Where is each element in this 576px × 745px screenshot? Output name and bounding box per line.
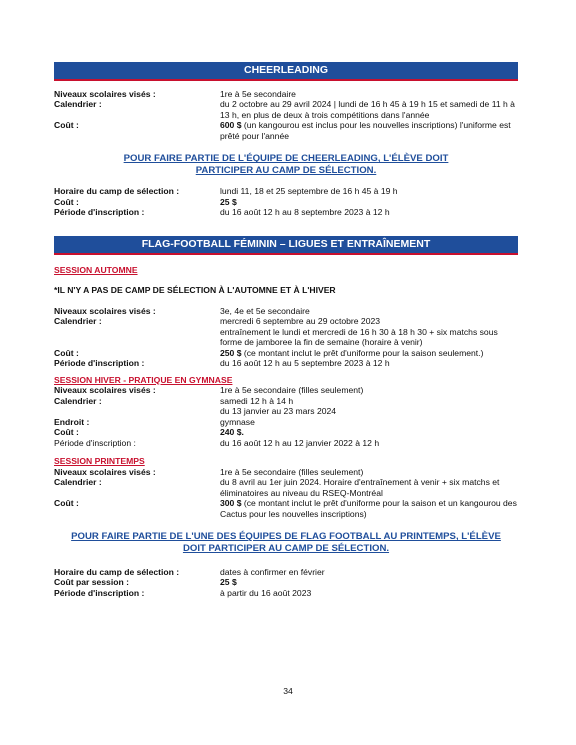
spring-cost-row bbox=[54, 498, 518, 519]
autumn-period-label: Période d'inscription : bbox=[54, 358, 145, 369]
spring-levels-row bbox=[54, 467, 518, 477]
session-winter-heading: SESSION HIVER - PRATIQUE EN GYMNASE bbox=[54, 374, 233, 385]
cheer-calendar-value: du 2 octobre au 29 avril 2024 | lundi de 16 h 45 à 19 h 15 et samedi de 11 h à 13 h, en plus de deux à trois compétitions dans l'année bbox=[220, 99, 515, 120]
winter-place-value: gymnase bbox=[220, 416, 255, 427]
spring-levels-label: Niveaux scolaires visés : bbox=[54, 466, 156, 477]
cheer-camp-cost-row bbox=[54, 197, 518, 207]
spring-cost-label: Coût : bbox=[54, 498, 79, 509]
winter-period-value: du 16 août 12 h au 12 janvier 2022 à 12 h bbox=[220, 437, 380, 448]
cheer-cost-detail: (un kangourou est inclus pour les nouvelles inscriptions) l'uniforme est prêté pour l'année bbox=[220, 120, 511, 141]
winter-cost-row bbox=[54, 427, 518, 437]
flag-period-row bbox=[54, 588, 518, 598]
cheer-period-row bbox=[54, 207, 518, 217]
cheer-camp-value: lundi 11, 18 et 25 septembre de 16 h 45 à 19 h bbox=[220, 186, 398, 197]
autumn-levels-value: 3e, 4e et 5e secondaire bbox=[220, 305, 310, 316]
spring-cost-detail: (ce montant inclut le prêt d'uniforme pour la saison et un kangourou des Cactus pour les nouvelles inscriptions) bbox=[220, 498, 517, 519]
autumn-levels-row bbox=[54, 306, 518, 316]
flag-camp-label: Horaire du camp de sélection : bbox=[54, 566, 180, 577]
cheer-period-label: Période d'inscription : bbox=[54, 207, 145, 218]
spring-calendar-label: Calendrier : bbox=[54, 477, 102, 488]
cheer-calendar-label: Calendrier : bbox=[54, 99, 102, 110]
page-number: 34 bbox=[283, 686, 293, 696]
autumn-cost-label: Coût : bbox=[54, 347, 79, 358]
winter-levels-label: Niveaux scolaires visés : bbox=[54, 385, 156, 396]
flag-period-label: Période d'inscription : bbox=[54, 587, 145, 598]
session-autumn-heading: SESSION AUTOMNE bbox=[54, 264, 138, 275]
spring-details bbox=[54, 467, 518, 519]
page-content bbox=[54, 62, 518, 598]
winter-cost-label: Coût : bbox=[54, 427, 79, 438]
flag-football-callout: POUR FAIRE PARTIE DE L'UNE DES ÉQUIPES DE FLAG FOOTBALL AU PRINTEMPS, L'ÉLÈVE DOIT PARTICIPER AU CAMP DE SÉLECTION. bbox=[71, 531, 501, 554]
winter-details bbox=[54, 385, 518, 448]
autumn-calendar-schedule: entraînement le lundi et mercredi de 16 h 30 à 18 h 30 + six matchs sous forme de jamboree la fin de semaine (horaire à venir) bbox=[220, 326, 498, 348]
cheer-cost-amount: 600 $ bbox=[220, 120, 242, 131]
spring-levels-value: 1re à 5e secondaire (filles seulement) bbox=[220, 466, 364, 477]
autumn-cost-row bbox=[54, 348, 518, 358]
cheer-camp-details bbox=[54, 186, 518, 217]
winter-levels-row bbox=[54, 385, 518, 395]
cheerleading-details bbox=[54, 89, 518, 141]
cheer-calendar-row bbox=[54, 99, 518, 120]
session-spring-heading: SESSION PRINTEMPS bbox=[54, 456, 145, 467]
cheer-camp-cost-value: 25 $ bbox=[220, 196, 237, 207]
autumn-calendar-row bbox=[54, 316, 518, 347]
cheerleading-header: CHEERLEADING bbox=[54, 62, 518, 81]
flag-camp-cost-label: Coût par session : bbox=[54, 577, 129, 588]
cheer-cost-row bbox=[54, 120, 518, 141]
autumn-levels-label: Niveaux scolaires visés : bbox=[54, 305, 156, 316]
winter-levels-value: 1re à 5e secondaire (filles seulement) bbox=[220, 385, 364, 396]
autumn-period-row bbox=[54, 358, 518, 368]
spring-cost-amount: 300 $ bbox=[220, 498, 242, 509]
cheer-levels-row bbox=[54, 89, 518, 99]
winter-calendar-row bbox=[54, 396, 518, 417]
autumn-cost-detail: (ce montant inclut le prêt d'uniforme pour la saison seulement.) bbox=[241, 347, 484, 358]
winter-cost-value: 240 $. bbox=[220, 427, 244, 438]
cheer-camp-cost-label: Coût : bbox=[54, 196, 79, 207]
winter-place-label: Endroit : bbox=[54, 416, 90, 427]
flag-camp-cost-row bbox=[54, 577, 518, 587]
flag-period-value: à partir du 16 août 2023 bbox=[220, 587, 312, 598]
flag-camp-value: dates à confirmer en février bbox=[220, 566, 325, 577]
flag-football-header: FLAG-FOOTBALL FÉMININ – LIGUES ET ENTRAÎNEMENT bbox=[54, 236, 518, 255]
cheer-levels-value: 1re à 5e secondaire bbox=[220, 89, 296, 99]
autumn-cost-amount: 250 $ bbox=[220, 347, 242, 358]
cheer-cost-value bbox=[220, 120, 518, 141]
cheer-cost-label: Coût : bbox=[54, 120, 79, 131]
cheerleading-callout: POUR FAIRE PARTIE DE L'ÉQUIPE DE CHEERLEADING, L'ÉLÈVE DOIT PARTICIPER AU CAMP DE SÉLECTION. bbox=[123, 153, 449, 177]
autumn-details bbox=[54, 306, 518, 369]
autumn-period-value: du 16 août 12 h au 5 septembre 2023 à 12 h bbox=[220, 358, 390, 369]
cheer-period-value: du 16 août 12 h au 8 septembre 2023 à 12 h bbox=[220, 207, 390, 218]
winter-period-label: Période d'inscription : bbox=[54, 437, 136, 448]
flag-camp-cost-value: 25 $ bbox=[220, 577, 237, 588]
autumn-note: *IL N'Y A PAS DE CAMP DE SÉLECTION À L'AUTOMNE ET À L'HIVER bbox=[54, 285, 336, 296]
flag-camp-details bbox=[54, 567, 518, 598]
cheer-camp-row bbox=[54, 186, 518, 196]
spring-calendar-value: du 8 avril au 1er juin 2024. Horaire d'entraînement à venir + six matchs et éliminatoires au niveau du RSEQ-Montréal bbox=[220, 477, 500, 498]
flag-camp-row bbox=[54, 567, 518, 577]
winter-calendar-time: samedi 12 h à 14 h bbox=[220, 395, 294, 406]
winter-place-row bbox=[54, 417, 518, 427]
spring-calendar-row bbox=[54, 477, 518, 498]
winter-calendar-dates: du 13 janvier au 23 mars 2024 bbox=[220, 406, 337, 417]
winter-period-row bbox=[54, 438, 518, 448]
cheer-camp-label: Horaire du camp de sélection : bbox=[54, 186, 180, 197]
autumn-calendar-label: Calendrier : bbox=[54, 316, 102, 327]
cheer-levels-label: Niveaux scolaires visés : bbox=[54, 89, 156, 99]
autumn-calendar-dates: mercredi 6 septembre au 29 octobre 2023 bbox=[220, 316, 381, 327]
winter-calendar-label: Calendrier : bbox=[54, 395, 102, 406]
